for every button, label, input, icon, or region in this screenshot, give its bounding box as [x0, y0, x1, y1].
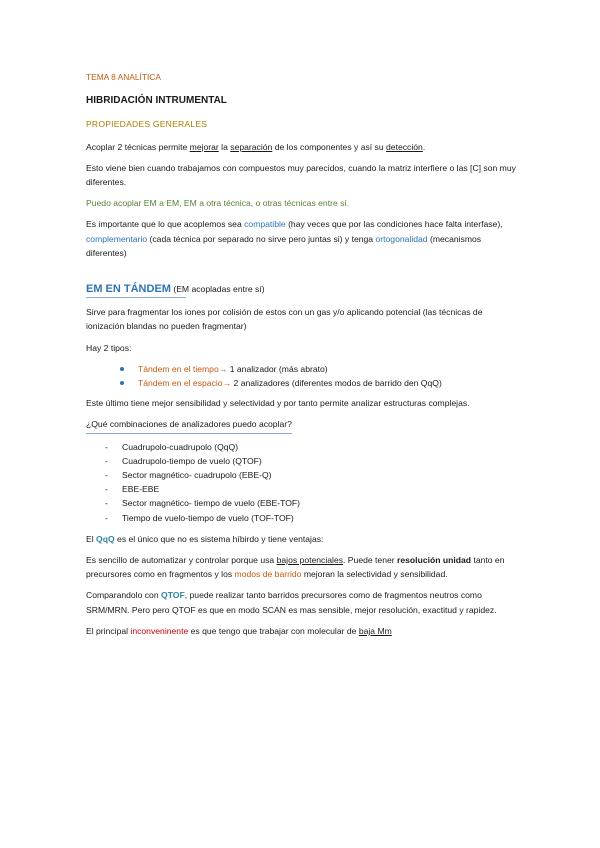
list-item: Tándem en el tiempo→ 1 analizador (más abrato)	[86, 362, 516, 376]
tandem-types-list	[86, 362, 516, 390]
arrow-icon: →	[218, 363, 228, 374]
paragraph-drawback: El principal inconveninente es que tengo que trabajar con molecular de baja Mm	[86, 625, 392, 636]
paragraph-coupling: Acoplar 2 técnicas permite mejorar la separación de los componentes y así su detección.	[86, 141, 426, 152]
paragraph-requirements: Es importante que lo que acoplemos sea compatible (hay veces que por las condiciones hace falta interfase), complementario (cada técnica por separado no sirve pero juntas si) y tenga ortogonalidad (mecanismos diferentes)	[86, 219, 503, 258]
list-item: - Cuadrupolo-cuadrupolo (QqQ)	[105, 441, 239, 452]
page-title: HIBRIDACIÓN INTRUMENTAL	[86, 95, 227, 107]
paragraph-fragmentation: Sirve para fragmentar los iones por colisión de estos con un gas y/o aplicando potencial (las técnicas de ionización blandas no pueden fragmentar)	[86, 307, 483, 332]
list-item: - Sector magnético- cuadrupolo (EBE-Q)	[105, 470, 272, 481]
combinations-list	[86, 440, 516, 525]
paragraph-sensitivity: Este último tiene mejor sensibilidad y selectividad y por tanto permite analizar estructuras complejas.	[86, 398, 470, 409]
heading-underline	[86, 297, 186, 298]
list-item: Tándem en el espacio→ 2 analizadores (diferentes modos de barrido den QqQ)	[86, 376, 516, 390]
document-page	[86, 70, 516, 645]
topic-header: TEMA 8 ANALÍTICA	[86, 72, 161, 82]
paragraph-qqq: El QqQ es el único que no es sistema híbirdo y tiene ventajas:	[86, 533, 324, 544]
bullet-dot-icon	[120, 381, 124, 385]
tandem-note: (EM acopladas entre sí)	[170, 284, 265, 295]
paragraph-use-case: Esto viene bien cuando trabajamos con compuestos muy parecidos, cuando la matriz interfiere o las [C] son muy diferentes.	[86, 162, 516, 188]
section-heading-tandem	[86, 282, 516, 298]
paragraph-couple-options: Puedo acoplar EM a EM, EM a otra técnica, o otras técnicas entre sí.	[86, 198, 350, 209]
list-item: - Tiempo de vuelo-tiempo de vuelo (TOF-TOF)	[105, 512, 294, 523]
bullet-dot-icon	[120, 367, 124, 371]
paragraph-types-intro: Hay 2 tipos:	[86, 342, 132, 353]
list-item: - Sector magnético- tiempo de vuelo (EBE-TOF)	[105, 498, 300, 509]
paragraph-qtof-comparison: Comparandolo con QTOF, puede realizar tanto barridos precursores como de fragmentos neutros como SRM/MRN. Pero pero QTOF es que en modo SCAN es mas sensible, mejor resolución, exactitud y rapidez.	[86, 590, 497, 615]
paragraph-advantages: Es sencillo de automatizar y controlar porque usa bajos potenciales. Puede tener resolución unidad tanto en precursores como en fragmentos y los modos de barrido mejoran la selectividad y sensibilidad.	[86, 555, 505, 580]
section-heading-general-properties: PROPIEDADES GENERALES	[86, 119, 208, 130]
tandem-title: EM EN TÁNDEM	[86, 283, 171, 296]
question-combinations: ¿Qué combinaciones de analizadores puedo acoplar?	[86, 417, 292, 433]
list-item: - EBE-EBE	[105, 484, 160, 495]
arrow-icon: →	[222, 378, 232, 389]
list-item: - Cuadrupolo-tiempo de vuelo (QTOF)	[105, 455, 262, 466]
